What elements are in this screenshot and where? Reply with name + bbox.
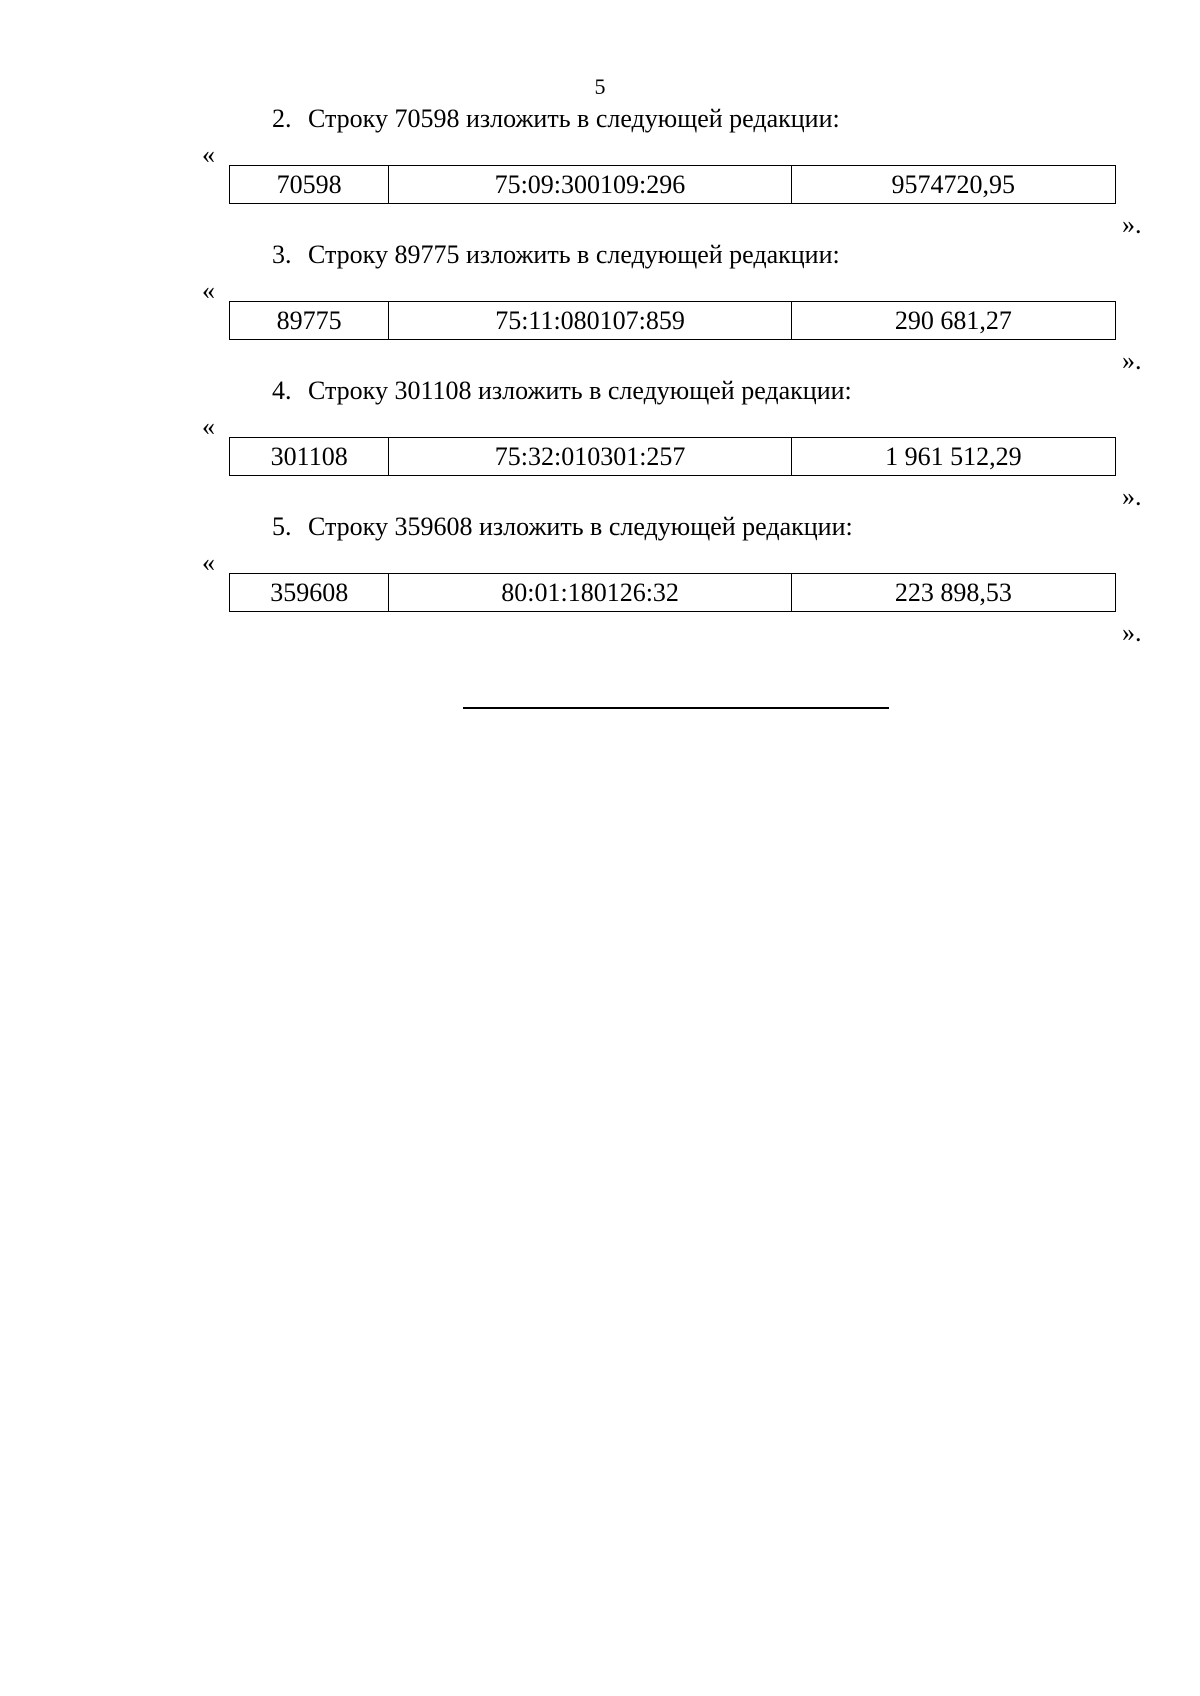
closing-quote: ». (1122, 618, 1142, 647)
cadastral-number-cell: 80:01:180126:32 (389, 574, 791, 612)
item-text: Строку 301108 изложить в следующей редакции: (308, 376, 852, 405)
closing-quote: ». (1122, 482, 1142, 511)
amendment-heading (272, 104, 840, 134)
value-cell: 9574720,95 (791, 166, 1115, 204)
item-text: Строку 70598 изложить в следующей редакции: (308, 104, 840, 133)
opening-quote: « (202, 276, 215, 305)
table-row (230, 438, 1116, 476)
closing-quote: ». (1122, 346, 1142, 375)
data-table (229, 437, 1116, 476)
item-number: 4. (272, 376, 292, 405)
amendment-heading (272, 512, 853, 542)
value-cell: 223 898,53 (791, 574, 1115, 612)
row-number-cell: 359608 (230, 574, 389, 612)
item-number: 3. (272, 240, 292, 269)
table-row (230, 574, 1116, 612)
data-table (229, 301, 1116, 340)
amendment-heading (272, 240, 840, 270)
item-text: Строку 89775 изложить в следующей редакции: (308, 240, 840, 269)
data-table (229, 573, 1116, 612)
opening-quote: « (202, 548, 215, 577)
opening-quote: « (202, 140, 215, 169)
table-row (230, 302, 1116, 340)
cadastral-number-cell: 75:11:080107:859 (389, 302, 791, 340)
value-cell: 1 961 512,29 (791, 438, 1115, 476)
end-of-document-rule (463, 707, 889, 709)
value-cell: 290 681,27 (791, 302, 1115, 340)
amendment-heading (272, 376, 852, 406)
opening-quote: « (202, 412, 215, 441)
row-number-cell: 301108 (230, 438, 389, 476)
page-number: 5 (594, 74, 606, 99)
closing-quote: ». (1122, 210, 1142, 239)
cadastral-number-cell: 75:32:010301:257 (389, 438, 791, 476)
table-row (230, 166, 1116, 204)
item-number: 5. (272, 512, 292, 541)
data-table (229, 165, 1116, 204)
item-text: Строку 359608 изложить в следующей редакции: (308, 512, 853, 541)
row-number-cell: 70598 (230, 166, 389, 204)
row-number-cell: 89775 (230, 302, 389, 340)
cadastral-number-cell: 75:09:300109:296 (389, 166, 791, 204)
item-number: 2. (272, 104, 292, 133)
